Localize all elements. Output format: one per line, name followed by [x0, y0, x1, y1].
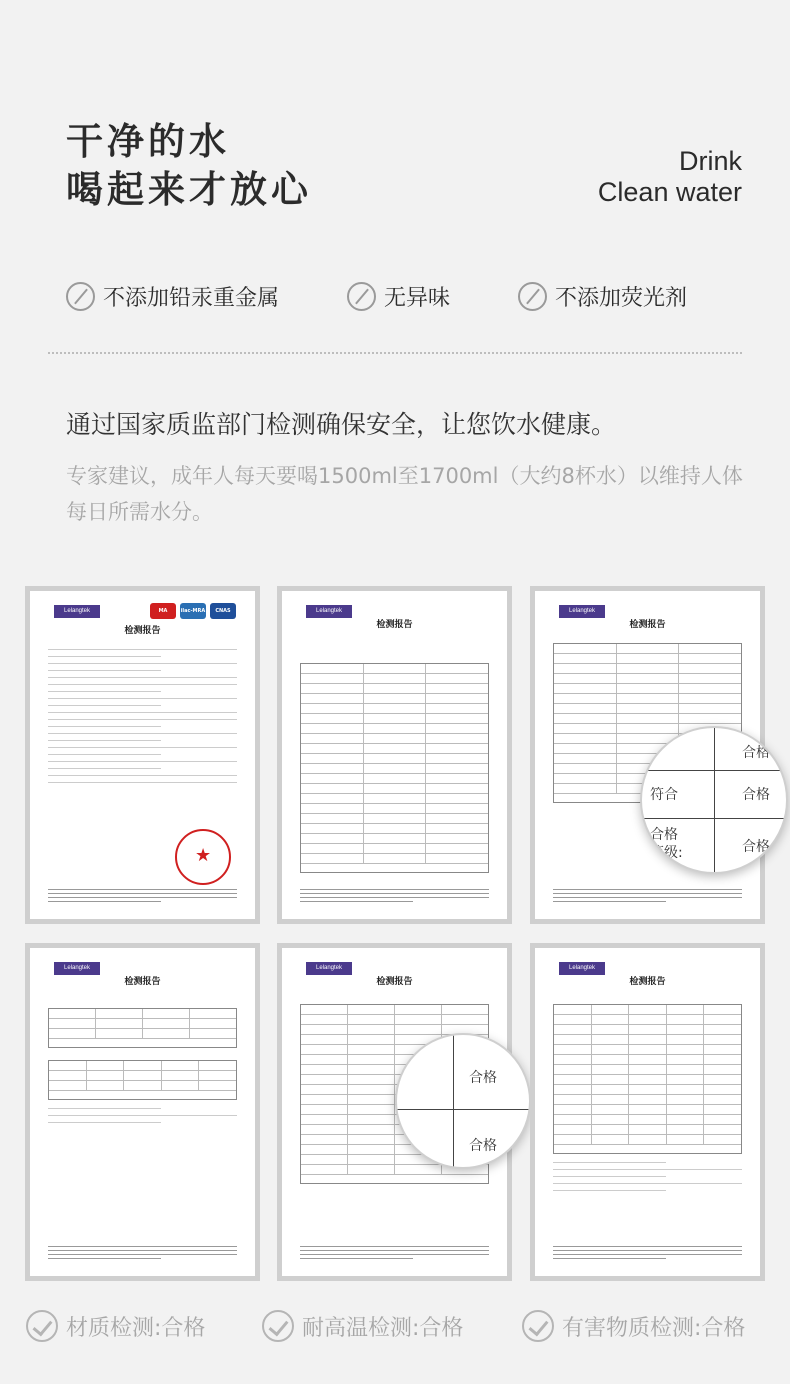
magnifier-lens	[640, 726, 788, 874]
report-table	[48, 1060, 237, 1100]
report-table	[300, 663, 489, 873]
red-seal-stamp	[175, 829, 231, 885]
check-circle-icon	[522, 1310, 554, 1342]
ilac-badge: ilac-MRA	[180, 603, 206, 619]
slash-circle-icon	[518, 282, 547, 311]
en-line2: Clean water	[597, 177, 742, 207]
intro-sub: 专家建议，成年人每天要喝1500ml至1700ml（大约8杯水）以维持人体每日所需水分。	[66, 464, 743, 524]
dotted-divider	[48, 352, 742, 354]
ma-badge: MA	[150, 603, 176, 619]
magnified-conform-text: 符合	[650, 787, 678, 803]
en-line1: Drink	[678, 146, 742, 176]
title-line2: 喝起来才放心	[66, 168, 312, 211]
magnified-pass-text: 合格	[742, 839, 770, 855]
feature-label: 无异味	[384, 285, 451, 311]
check-label: 有害物质检测:合格	[562, 1315, 746, 1341]
lelangtek-logo: Lelangtek	[306, 605, 352, 618]
lelangtek-logo: Lelangtek	[54, 605, 100, 618]
report-title: 检测报告	[629, 620, 666, 630]
report-text-lines	[48, 1108, 237, 1129]
report-title: 检测报告	[376, 977, 413, 987]
lelangtek-logo: Lelangtek	[559, 605, 605, 618]
title-line1: 干净的水	[66, 120, 230, 163]
slash-circle-icon	[347, 282, 376, 311]
report-page	[282, 591, 507, 919]
report-card-4	[25, 943, 260, 1281]
report-footer	[300, 1246, 489, 1262]
report-title: 检测报告	[629, 977, 666, 987]
check-label: 耐高温检测:合格	[302, 1315, 464, 1341]
report-page	[30, 948, 255, 1276]
report-footer	[48, 1246, 237, 1262]
report-page	[30, 591, 255, 919]
report-page	[535, 948, 760, 1276]
certification-badges	[150, 603, 236, 619]
title-cn	[66, 118, 312, 214]
magnified-grade-text: 等级:	[650, 845, 683, 861]
report-title: 检测报告	[376, 620, 413, 630]
cnas-badge: CNAS	[210, 603, 236, 619]
report-card-2	[277, 586, 512, 924]
title-en	[598, 146, 742, 208]
features-row	[0, 280, 790, 312]
intro-main: 通过国家质监部门检测确保安全，让您饮水健康。	[66, 410, 617, 439]
check-harmful-substance	[522, 1306, 745, 1346]
lelangtek-logo: Lelangtek	[306, 962, 352, 975]
feature-label: 不添加荧光剂	[555, 285, 688, 311]
check-circle-icon	[262, 1310, 294, 1342]
checks-row	[0, 1306, 790, 1346]
report-footer	[48, 889, 237, 905]
report-card-6	[530, 943, 765, 1281]
check-heat-resistance	[262, 1306, 463, 1346]
slash-circle-icon	[66, 282, 95, 311]
check-circle-icon	[26, 1310, 58, 1342]
lelangtek-logo: Lelangtek	[54, 962, 100, 975]
feature-no-heavy-metal	[66, 280, 279, 312]
report-footer	[553, 1246, 742, 1262]
feature-no-fluorescent	[518, 280, 687, 312]
report-text-lines	[553, 1162, 742, 1197]
report-title: 检测报告	[124, 977, 161, 987]
report-text-lines	[48, 649, 237, 789]
feature-label: 不添加铅汞重金属	[103, 285, 280, 311]
report-table	[48, 1008, 237, 1048]
magnified-pass-text: 合格	[650, 827, 678, 843]
report-footer	[300, 889, 489, 905]
feature-no-odor	[347, 280, 450, 312]
report-table	[553, 1004, 742, 1154]
check-material	[26, 1306, 205, 1346]
report-card-5	[277, 943, 512, 1281]
lelangtek-logo: Lelangtek	[559, 962, 605, 975]
magnified-pass-text: 合格	[469, 1070, 497, 1086]
report-card-3	[530, 586, 770, 924]
report-card-1	[25, 586, 260, 924]
reports-grid	[25, 586, 770, 1282]
magnified-pass-text: 合格	[742, 745, 770, 761]
magnified-pass-text: 合格	[742, 787, 770, 803]
check-label: 材质检测:合格	[66, 1315, 206, 1341]
report-footer	[553, 889, 742, 905]
magnified-pass-text: 合格	[469, 1138, 497, 1154]
report-title: 检测报告	[124, 626, 161, 636]
magnifier-lens	[395, 1033, 531, 1169]
